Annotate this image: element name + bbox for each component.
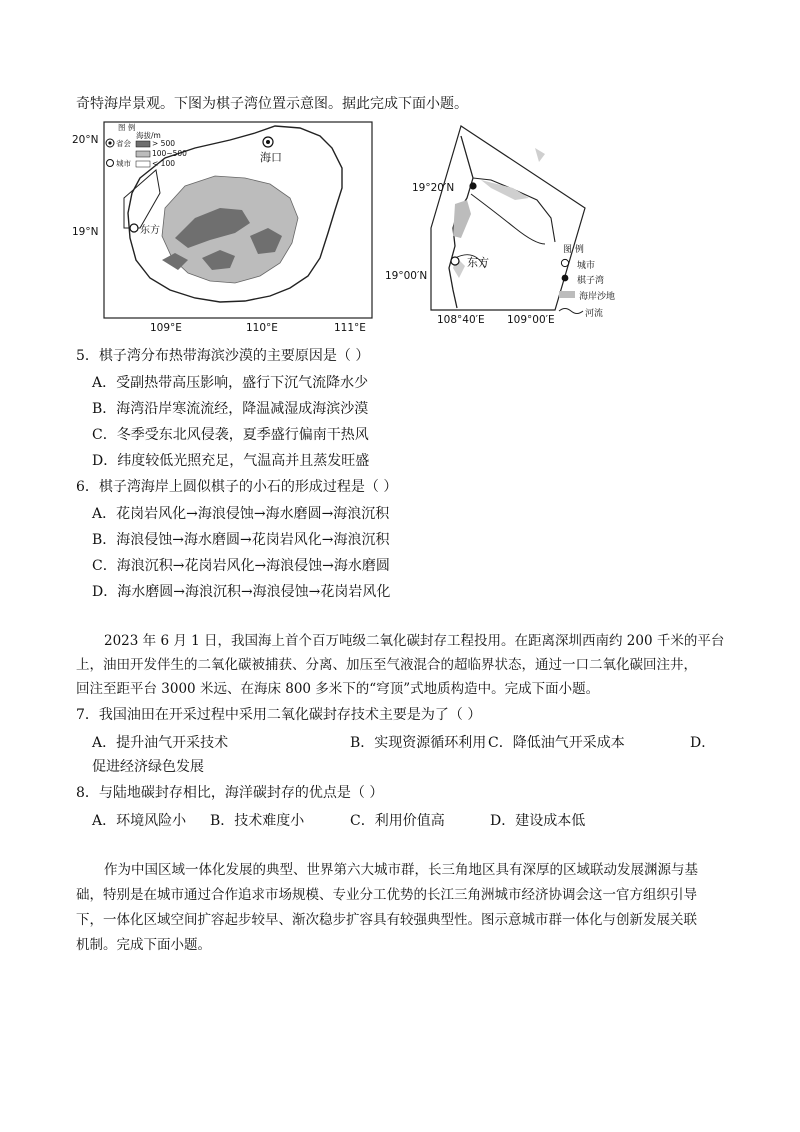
map1-legend-title: 图 例 (118, 123, 136, 132)
map2-legend-qiziwan: 棋子湾 (577, 276, 605, 286)
map1-city-dongfang: 东方 (140, 225, 160, 236)
q8-option-b[interactable]: B．技术难度小 (210, 813, 305, 829)
map-hainan-svg (70, 118, 380, 338)
map2-lat-1900: 19°00′N (385, 270, 428, 282)
q8-option-d[interactable]: D．建设成本低 (490, 813, 586, 829)
coast-north (473, 178, 555, 242)
map2-legend-city: 城市 (577, 261, 596, 271)
passage3-line3: 下，一体化区域空间扩容起步较早、渐次稳步扩容具有较强典型性。图示意城市群一体化与创新发展关联 (76, 912, 697, 928)
intro-line: 奇特海岸景观。下图为棋子湾位置示意图。据此完成下面小题。 (76, 96, 468, 112)
passage2-line2: 上，油田开发伴生的二氧化碳被捕获、分离、加压至气液混合的超临界状态，通过一口二氧化碳回注井， (76, 657, 697, 673)
map1-lon-111: 111°E (334, 322, 366, 334)
map1-legend-capital: 省会 (116, 139, 131, 148)
map2-frame (431, 126, 585, 310)
q7-option-c[interactable]: C．降低油气开采成本 (488, 735, 625, 751)
map2-legend-river: 河流 (585, 309, 604, 319)
q5-stem: 5．棋子湾分布热带海滨沙漠的主要原因是（ ） (76, 348, 370, 364)
q6-option-b[interactable]: B．海浪侵蚀→海水磨圆→花岗岩风化→海浪沉积 (92, 532, 390, 548)
map1-legend-lt100: < 100 (152, 159, 175, 168)
map2-legend-sand: 海岸沙地 (579, 292, 616, 302)
passage3-line4: 机制。完成下面小题。 (76, 937, 211, 953)
map-qiziwan (385, 118, 665, 333)
map1-lon-109: 109°E (150, 322, 182, 334)
q6-option-c[interactable]: C．海浪沉积→花岗岩风化→海浪侵蚀→海水磨圆 (92, 558, 390, 574)
sand-3 (535, 148, 545, 162)
passage2-line3: 回注至距平台 3000 米远、在海床 800 多米下的“穹顶”式地质构造中。完成下面小题。 (76, 681, 600, 697)
q5-option-a[interactable]: A．受副热带高压影响，盛行下沉气流降水少 (92, 375, 369, 391)
passage3-line2: 础，特别是在城市通过合作追求市场规模、专业分工优势的长江三角洲城市经济协调会这一官方组织引导 (76, 887, 697, 903)
q6-option-a[interactable]: A．花岗岩风化→海浪侵蚀→海水磨圆→海浪沉积 (92, 506, 390, 522)
map2-lon-10900: 109°00′E (507, 314, 555, 326)
q5-option-b[interactable]: B．海湾沿岸寒流流经，降温减湿成海滨沙漠 (92, 401, 369, 417)
map2-lon-10840: 108°40′E (437, 314, 485, 326)
q7-stem: 7．我国油田在开采过程中采用二氧化碳封存技术主要是为了（ ） (76, 707, 482, 723)
map1-legend-alt: 海拔/m (136, 131, 161, 140)
q7-option-b[interactable]: B．实现资源循环利用 (350, 735, 487, 751)
sand-1 (453, 200, 471, 238)
map2-city-dongfang: 东方 (467, 256, 489, 269)
map1-city-haikou: 海口 (260, 151, 282, 164)
q8-option-c[interactable]: C．利用价值高 (350, 813, 445, 829)
q6-stem: 6．棋子湾海岸上圆似棋子的小石的形成过程是（ ） (76, 479, 398, 495)
sand-2 (481, 180, 529, 200)
q7-option-a[interactable]: A．提升油气开采技术 (92, 735, 229, 751)
river-1 (471, 194, 545, 244)
q8-option-a[interactable]: A．环境风险小 (92, 813, 187, 829)
q7-option-d-text[interactable]: 促进经济绿色发展 (92, 759, 204, 775)
map-qiziwan-svg (395, 118, 665, 333)
q5-option-d[interactable]: D．纬度较低光照充足，气温高并且蒸发旺盛 (92, 453, 370, 469)
passage3-line1: 作为中国区域一体化发展的典型、世界第六大城市群，长三角地区具有深厚的区域联动发展渊源与基 (104, 862, 698, 878)
map2-lat-1920: 19°20′N (412, 182, 455, 194)
map-hainan (70, 118, 380, 338)
dongfang-marker (130, 224, 138, 232)
q5-option-c[interactable]: C．冬季受东北风侵袭，夏季盛行偏南干热风 (92, 427, 369, 443)
map1-lon-110: 110°E (246, 322, 278, 334)
map1-lat-20: 20°N (72, 134, 99, 146)
map1-legend-city: 城市 (116, 159, 131, 168)
q6-option-d[interactable]: D．海水磨圆→海浪沉积→海浪侵蚀→花岗岩风化 (92, 584, 391, 600)
map2-legend-title: 图 例 (563, 245, 584, 255)
passage2-line1: 2023 年 6 月 1 日，我国海上首个百万吨级二氧化碳封存工程投用。在距离深圳西南约 200 千米的平台 (104, 633, 725, 649)
map1-legend-500: > 500 (152, 139, 175, 148)
map2-dongfang-marker (451, 257, 459, 265)
map1-legend-100-500: 100~500 (152, 149, 187, 158)
q7-option-d-prefix[interactable]: D． (690, 735, 716, 751)
qiziwan-marker (469, 182, 476, 189)
q8-stem: 8．与陆地碳封存相比，海洋碳封存的优点是（ ） (76, 785, 384, 801)
map1-lat-19: 19°N (72, 226, 99, 238)
